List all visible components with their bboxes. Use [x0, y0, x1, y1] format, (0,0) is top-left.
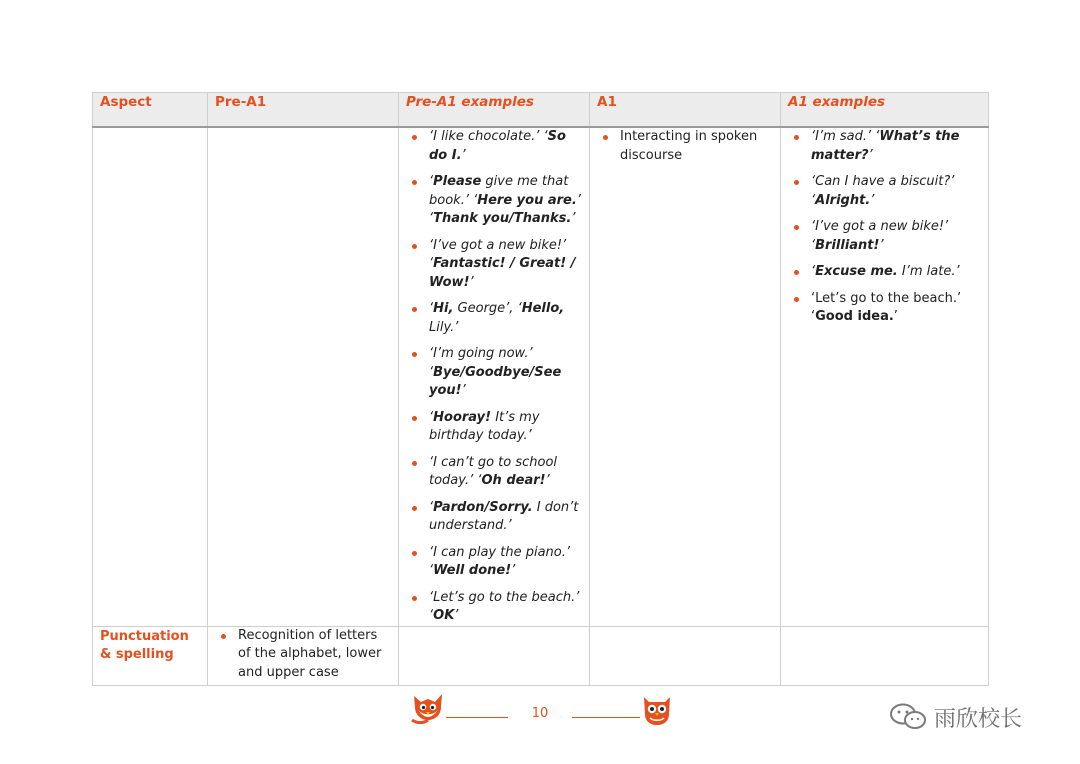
- footer-line-left: [446, 717, 508, 718]
- list-item: ‘I’ve got a new bike!’ ‘Brilliant!’: [787, 218, 982, 255]
- fox-icon: [410, 690, 446, 728]
- pre-a1-cell: [208, 626, 399, 685]
- list-item: ‘Hooray! It’s my birthday today.’: [405, 409, 583, 446]
- a1-list: [596, 128, 774, 165]
- list-item: ‘I can’t go to school today.’ ‘Oh dear!’: [405, 454, 583, 491]
- aspect-cell: Punctuation & spelling: [93, 626, 208, 685]
- header-aspect: Aspect: [93, 93, 208, 128]
- list-item: ‘I’m sad.’ ‘What’s the matter?’: [787, 128, 982, 165]
- list-item: ‘Pardon/Sorry. I don’t understand.’: [405, 499, 583, 536]
- list-item: ‘Let’s go to the beach.’ ‘OK’: [405, 589, 583, 626]
- list-item: ‘Excuse me. I’m late.’: [787, 263, 982, 282]
- watermark: [888, 700, 1022, 734]
- a1-cell: [590, 626, 781, 685]
- pre-a1-examples-cell: [399, 626, 590, 685]
- list-item: ‘Let’s go to the beach.’ ‘Good idea.’: [787, 290, 982, 327]
- table-row: [93, 626, 989, 685]
- a1-examples-list: [787, 128, 982, 327]
- list-item: ‘I’ve got a new bike!’ ‘Fantastic! / Great! / Wow!’: [405, 237, 583, 293]
- table-row: [93, 127, 989, 626]
- page-number: 10: [531, 706, 549, 721]
- a1-examples-cell: [781, 626, 989, 685]
- a1-cell: [590, 127, 781, 626]
- watermark-text: 雨欣校长: [934, 706, 1023, 732]
- list-item: ‘Can I have a biscuit?’ ‘Alright.’: [787, 173, 982, 210]
- aspect-cell: [93, 127, 208, 626]
- pre-a1-cell: [208, 127, 399, 626]
- header-a1-examples: A1 examples: [781, 93, 989, 128]
- list-item: ‘Please give me that book.’ ‘Here you are.’ ‘Thank you/Thanks.’: [405, 173, 583, 229]
- list-item: Recognition of letters of the alphabet, lower and upper case: [214, 627, 392, 683]
- header-a1: A1: [590, 93, 781, 128]
- table-header: [93, 93, 989, 128]
- document-table: [92, 92, 989, 686]
- owl-icon: [638, 692, 676, 728]
- list-item: ‘I can play the piano.’ ‘Well done!’: [405, 544, 583, 581]
- a1-examples-cell: [781, 127, 989, 626]
- footer-line-right: [572, 717, 640, 718]
- pre-a1-list: [214, 627, 392, 683]
- header-pre-a1: Pre-A1: [208, 93, 399, 128]
- wechat-icon: [888, 702, 928, 732]
- list-item: ‘Hi, George’, ‘Hello, Lily.’: [405, 300, 583, 337]
- pre-a1-examples-list: [405, 128, 583, 626]
- list-item: ‘I’m going now.’ ‘Bye/Goodbye/See you!’: [405, 345, 583, 401]
- list-item: Interacting in spoken discourse: [596, 128, 774, 165]
- pre-a1-examples-cell: [399, 127, 590, 626]
- list-item: ‘I like chocolate.’ ‘So do I.’: [405, 128, 583, 165]
- header-pre-a1-examples: Pre-A1 examples: [399, 93, 590, 128]
